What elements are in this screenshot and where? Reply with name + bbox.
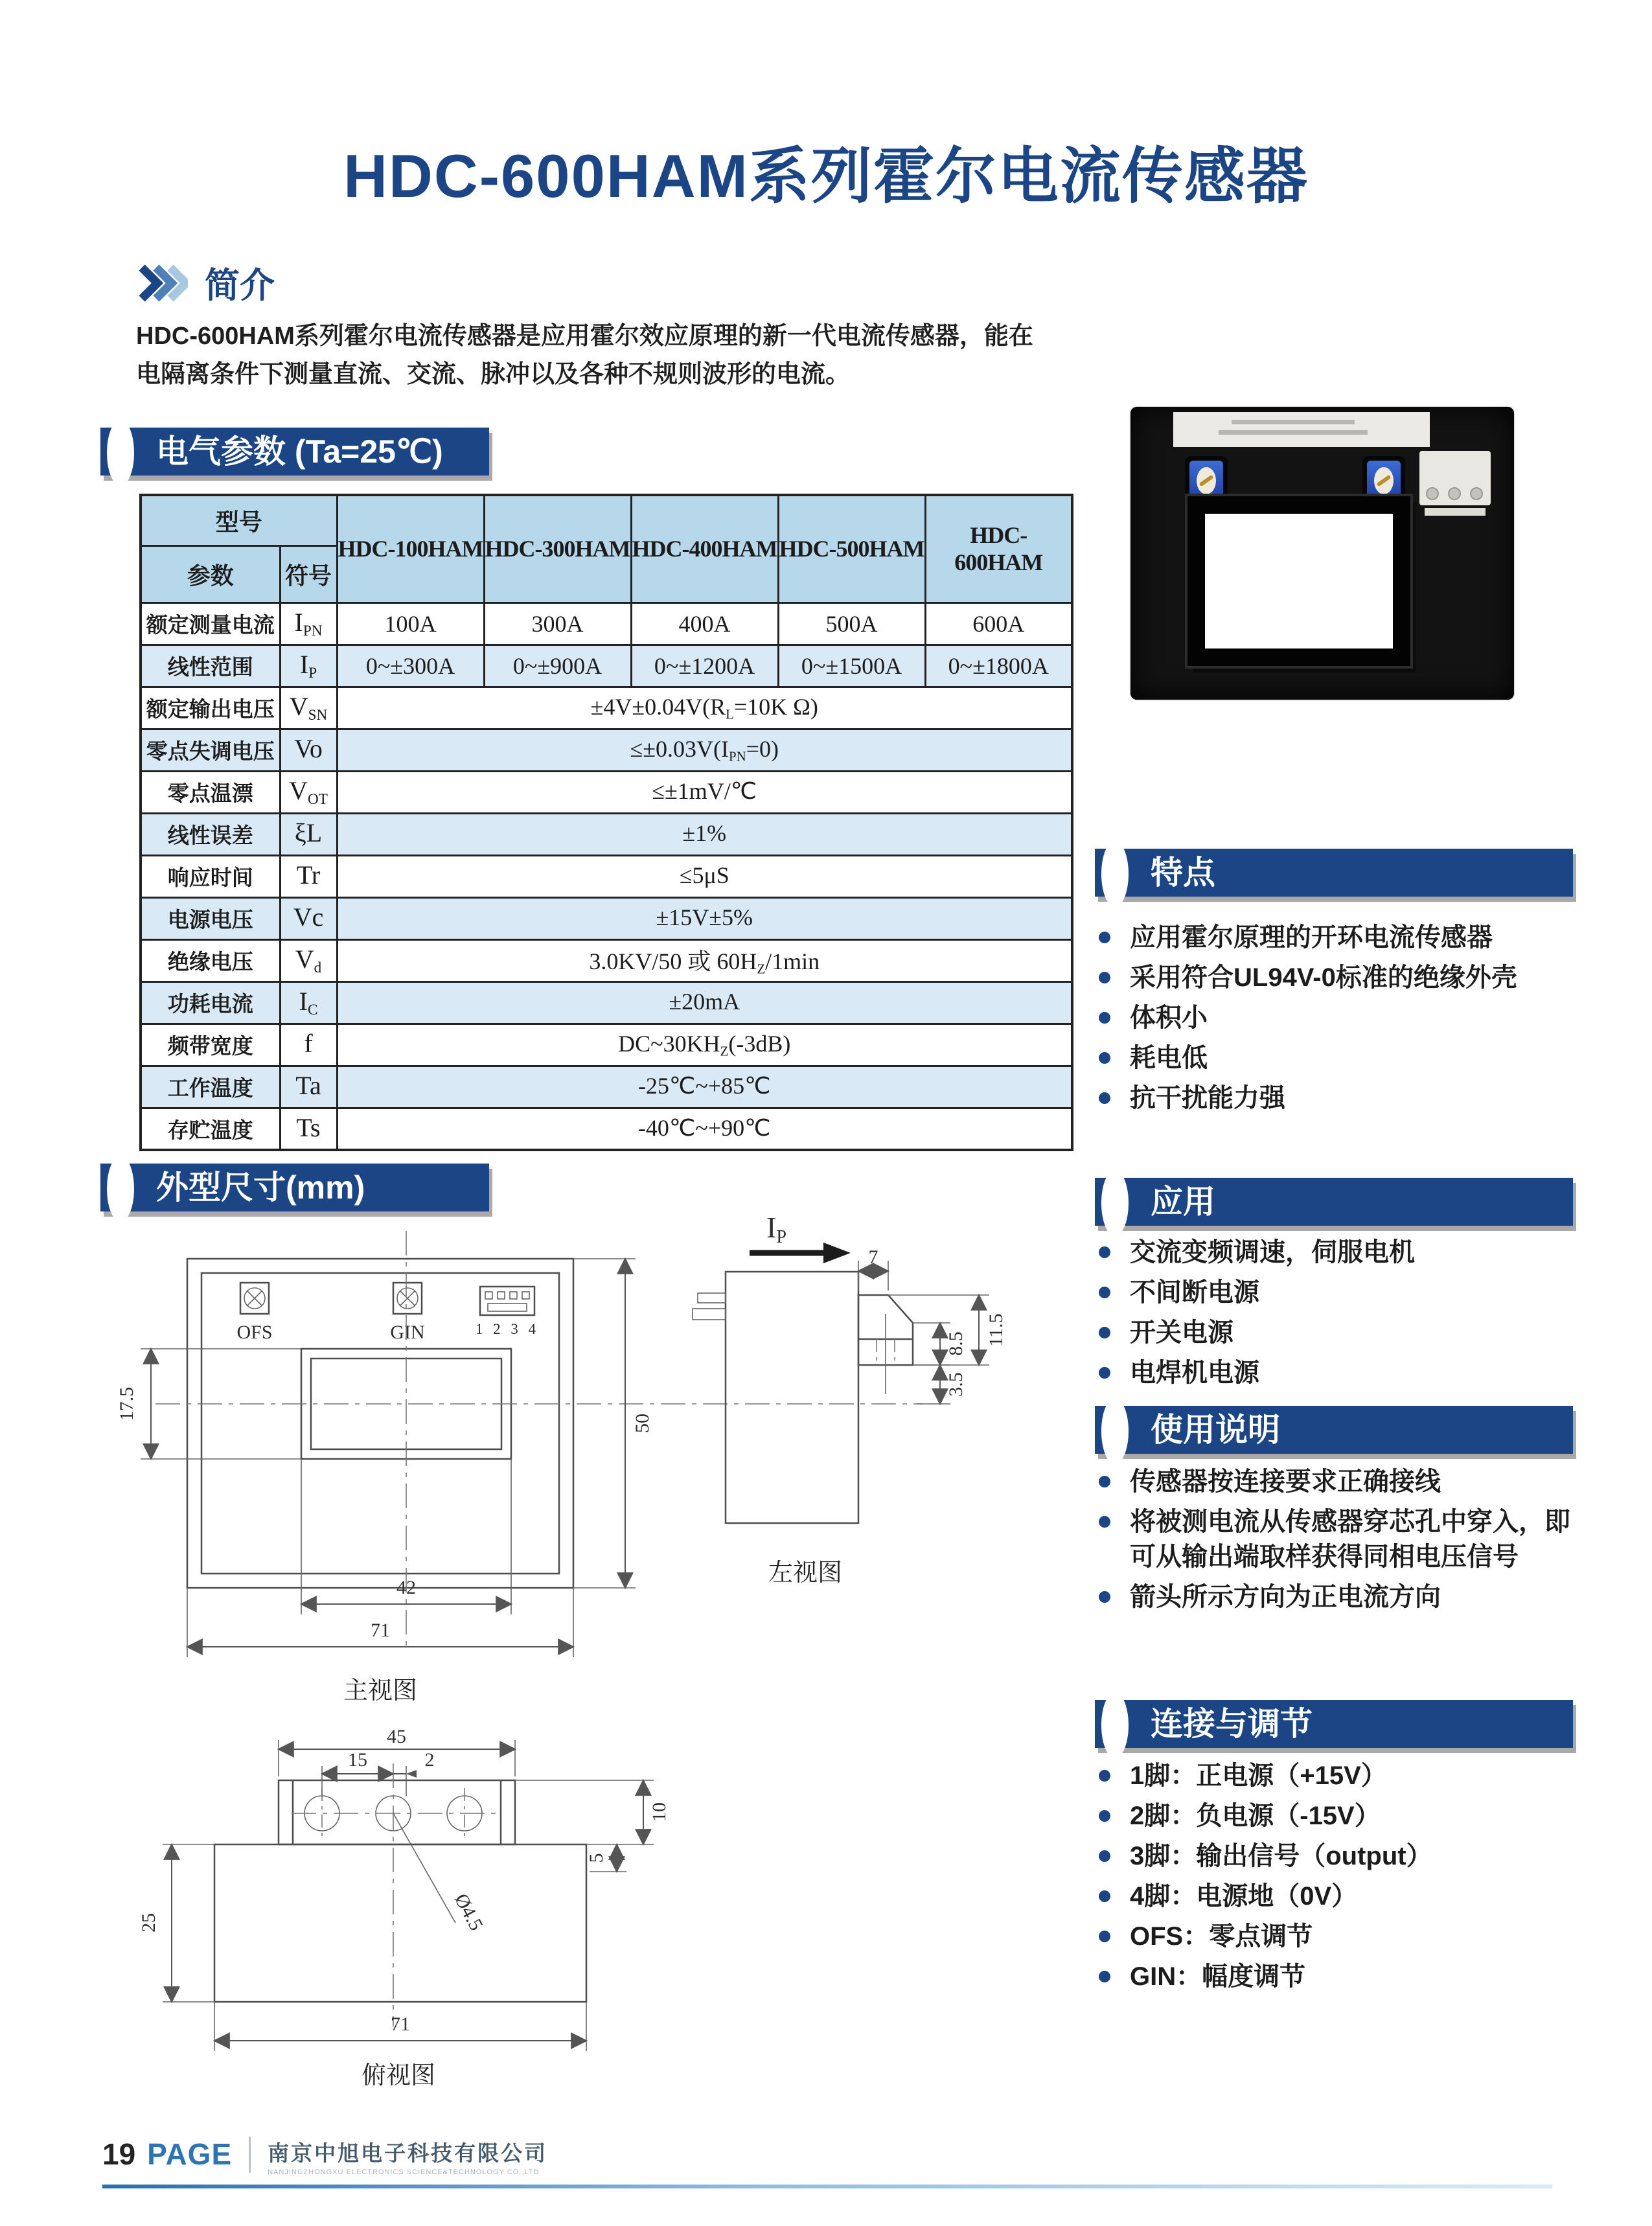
svg-text:25: 25	[138, 1913, 159, 1933]
list-item: 1脚：正电源（+15V）	[1095, 1758, 1577, 1793]
svg-text:71: 71	[391, 2014, 410, 2035]
table-row: 工作温度 Ta -25℃~+85℃	[141, 1066, 1072, 1108]
product-photo	[1130, 407, 1514, 700]
svg-text:7: 7	[868, 1246, 878, 1268]
footer-divider	[102, 2185, 1552, 2188]
svg-text:左视图: 左视图	[768, 1559, 843, 1587]
svg-text:5: 5	[586, 1853, 607, 1863]
section-banner-label: 外型尺寸(mm)	[156, 1169, 365, 1206]
svg-text:Ø4.5: Ø4.5	[450, 1890, 487, 1934]
through-hole-window	[1187, 496, 1410, 666]
section-banner-label: 连接与调节	[1151, 1706, 1313, 1742]
svg-text:2: 2	[424, 1749, 435, 1771]
intro-paragraph: HDC-600HAM系列霍尔电流传感器是应用霍尔效应原理的新一代电流传感器，能在电隔离条件下测量直流、交流、脉冲以及各种不规则波形的电流。	[136, 323, 1033, 388]
table-row: 额定测量电流 $I_{PN}$ 100A 300A 400A 500A 600A	[141, 602, 1072, 645]
sensor-body	[1130, 407, 1514, 700]
intro-heading-label: 简介	[205, 266, 275, 305]
table-row: 线性误差 ξL ±1%	[141, 813, 1072, 855]
list-item: 传感器按连接要求正确接线	[1095, 1464, 1577, 1499]
pot-symbol-gin	[390, 1283, 424, 1343]
svg-text:GIN: GIN	[390, 1322, 425, 1343]
company-name-en: NANJINGZHONGXU ELECTRONICS SCIENCE&TECHNOLOGY CO.,LTD	[268, 2168, 540, 2176]
list-item: 采用符合UL94V-0标准的绝缘外壳	[1095, 960, 1577, 995]
corner-symbol: 符号	[280, 545, 337, 602]
model-header: HDC-600HAM	[925, 495, 1072, 602]
section-banner-label: 使用说明	[1151, 1412, 1280, 1448]
features-list	[1095, 920, 1577, 1121]
svg-text:10: 10	[648, 1802, 670, 1822]
svg-text:3.5: 3.5	[945, 1372, 967, 1397]
svg-text:11.5: 11.5	[985, 1313, 1007, 1347]
output-connector	[1419, 451, 1491, 505]
table-row: 额定输出电压 $V_{SN}$ $\pm 4V\pm 0.04V(R_L=10K$ Ω)	[141, 687, 1072, 729]
table-row: 功耗电流 $I_C$ ±20mA	[141, 981, 1072, 1024]
list-item: 应用霍尔原理的开环电流传感器	[1095, 920, 1577, 955]
list-item: 电焊机电源	[1095, 1355, 1577, 1390]
svg-text:71: 71	[371, 1620, 390, 1641]
footer	[102, 2137, 547, 2176]
list-item: 交流变频调速，伺服电机	[1095, 1235, 1577, 1270]
page-number: 19	[102, 2137, 136, 2171]
model-header: HDC-500HAM	[778, 495, 925, 602]
applications-list	[1095, 1235, 1577, 1395]
table-row: 存贮温度 Ts -40℃~+90℃	[141, 1108, 1072, 1150]
svg-text:50: 50	[632, 1414, 653, 1433]
list-item: 开关电源	[1095, 1315, 1577, 1350]
connection-list	[1095, 1758, 1577, 1999]
list-item: 箭头所示方向为正电流方向	[1095, 1579, 1577, 1614]
section-banner-usage	[1095, 1406, 1573, 1454]
table-row: 零点温漂 $V_{OT}$ ≤±1mV/℃	[141, 771, 1072, 813]
list-item: GIN：幅度调节	[1095, 1959, 1577, 1994]
page-title: HDC-600HAM系列霍尔电流传感器	[343, 142, 1309, 210]
list-item: 体积小	[1095, 1000, 1577, 1035]
company-name: 南京中旭电子科技有限公司	[268, 2141, 548, 2165]
svg-text:OFS: OFS	[236, 1322, 273, 1343]
list-item: 耗电低	[1095, 1040, 1577, 1075]
section-banner-dimensions	[100, 1164, 489, 1211]
corner-model: 型号	[141, 495, 337, 545]
pot-symbol-ofs	[236, 1283, 272, 1343]
table-row: 零点失调电压 Vo $\le\pm 0.03V(I_{PN}=0)$	[141, 729, 1072, 771]
table-row: 电源电压 Vc ±15V±5%	[141, 897, 1072, 939]
list-item: 3脚：输出信号（output）	[1095, 1839, 1577, 1874]
footer-separator	[249, 2137, 251, 2173]
svg-text:俯视图: 俯视图	[361, 2062, 436, 2089]
table-row: 线性范围 $I_P$ 0~±300A 0~±900A 0~±1200A 0~±1500A 0~±1800A	[141, 645, 1072, 687]
dimension-drawing-front-left	[100, 1205, 1095, 1723]
model-header: HDC-100HAM	[337, 495, 484, 602]
intro-heading	[137, 258, 275, 308]
svg-text:15: 15	[348, 1749, 367, 1771]
list-item: 不间断电源	[1095, 1275, 1577, 1310]
current-direction-label: IP	[766, 1211, 786, 1247]
section-banner-connection	[1095, 1700, 1573, 1748]
svg-text:8.5: 8.5	[945, 1331, 967, 1356]
list-item: OFS：零点调节	[1095, 1919, 1577, 1954]
section-banner-label: 应用	[1151, 1184, 1215, 1220]
table-row: 频带宽度 f $DC\sim 30KH_Z(-3dB)$	[141, 1024, 1072, 1066]
corner-param: 参数	[141, 545, 280, 602]
svg-text:主视图: 主视图	[343, 1677, 418, 1704]
connector-symbol	[476, 1287, 539, 1337]
dimension-drawing-top	[100, 1723, 1095, 2112]
list-item: 4脚：电源地（0V）	[1095, 1879, 1577, 1914]
page-word: PAGE	[147, 2137, 233, 2171]
product-label	[1173, 412, 1430, 447]
section-banner-label: 特点	[1151, 855, 1215, 891]
triple-chevron-icon	[137, 263, 188, 303]
list-item: 抗干扰能力强	[1095, 1081, 1577, 1116]
svg-text:17.5: 17.5	[116, 1386, 137, 1421]
model-header: HDC-400HAM	[631, 495, 778, 602]
section-banner-features	[1095, 849, 1573, 897]
svg-text:42: 42	[396, 1577, 416, 1598]
svg-text:45: 45	[387, 1726, 406, 1747]
usage-list	[1095, 1464, 1577, 1620]
section-banner-label: 电气参数 (Ta=25℃)	[156, 433, 443, 470]
list-item: 2脚：负电源（-15V）	[1095, 1798, 1577, 1833]
section-banner-electrical	[100, 428, 489, 476]
model-header: HDC-300HAM	[484, 495, 631, 602]
svg-text:1 2 3 4: 1 2 3 4	[475, 1321, 540, 1337]
section-banner-applications	[1095, 1178, 1573, 1226]
table-row: 绝缘电压 $V_d$ 3.0KV/50 或 $60H_Z/1\min$	[141, 939, 1072, 981]
table-row: 响应时间 Tr ≤5μS	[141, 855, 1072, 897]
list-item: 将被测电流从传感器穿芯孔中穿入，即可从输出端取样获得同相电压信号	[1095, 1504, 1577, 1574]
table-header-row	[141, 495, 1072, 545]
spec-table	[139, 494, 1073, 1151]
